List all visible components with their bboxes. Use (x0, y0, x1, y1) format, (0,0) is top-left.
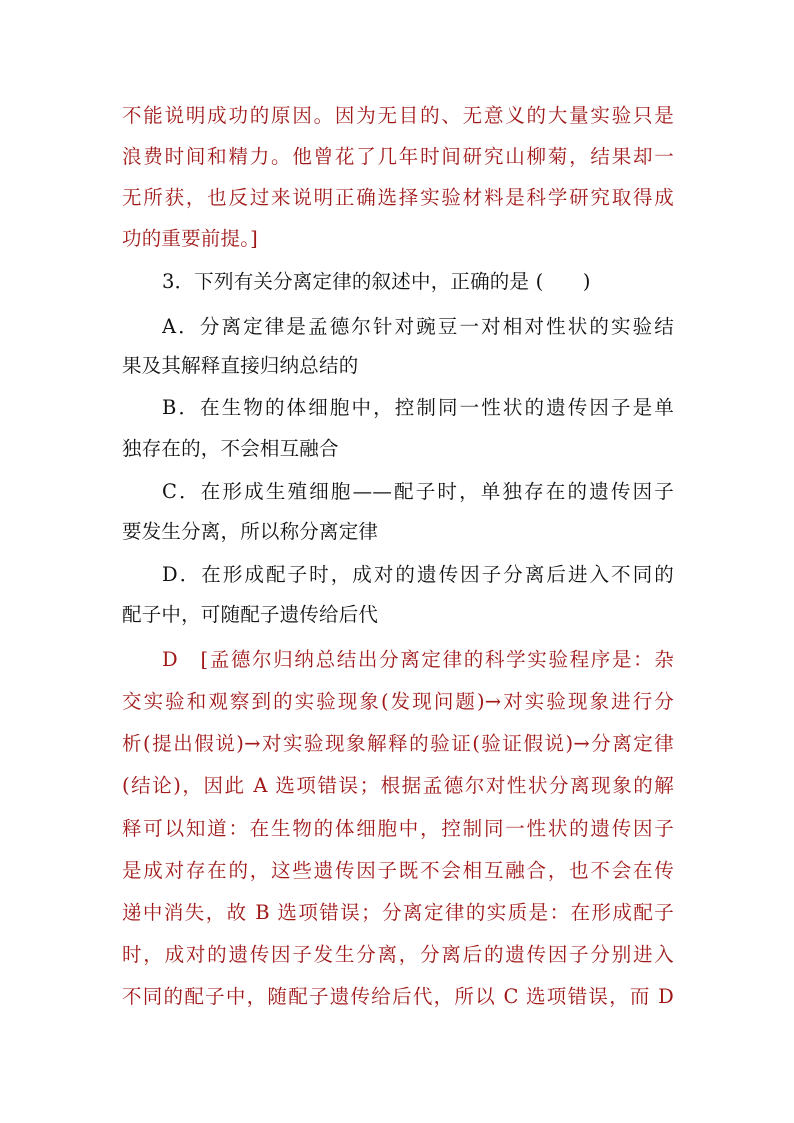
answer-line-2: 交实验和观察到的实验现象(发现问题)→对实验现象进行分 (122, 690, 674, 713)
option-b-line-2: 独存在的，不会相互融合 (122, 437, 339, 460)
option-a-line-1: A．分离定律是孟德尔针对豌豆一对相对性状的实验结 (162, 315, 674, 338)
option-d-line-2: 配子中，可随配子遗传给后代 (122, 603, 379, 626)
analysis-prev-line-1: 不能说明成功的原因。因为无目的、无意义的大量实验只是 (122, 104, 674, 127)
question-stem: 3．下列有关分离定律的叙述中，正确的是 ( ) (162, 270, 591, 293)
option-c-line-2: 要发生分离，所以称分离定律 (122, 520, 379, 543)
analysis-prev-line-2: 浪费时间和精力。他曾花了几年时间研究山柳菊，结果却一 (122, 145, 674, 168)
answer-line-5: 释可以知道：在生物的体细胞中，控制同一性状的遗传因子 (122, 817, 674, 840)
answer-line-8: 时，成对的遗传因子发生分离，分离后的遗传因子分别进入 (122, 943, 674, 966)
answer-line-3: 析(提出假说)→对实验现象解释的验证(验证假说)→分离定律 (122, 732, 674, 755)
option-a-line-2: 果及其解释直接归纳总结的 (122, 354, 359, 377)
option-c-line-1: C．在形成生殖细胞——配子时，单独存在的遗传因子 (162, 480, 674, 503)
answer-line-4: (结论)，因此 A 选项错误；根据孟德尔对性状分离现象的解 (122, 774, 674, 797)
analysis-prev-line-3: 无所获，也反过来说明正确选择实验材料是科学研究取得成 (122, 186, 674, 209)
analysis-prev-line-4: 功的重要前提。] (122, 227, 258, 250)
option-b-line-1: B．在生物的体细胞中，控制同一性状的遗传因子是单 (162, 396, 674, 419)
option-d-line-1: D．在形成配子时，成对的遗传因子分离后进入不同的 (162, 563, 674, 586)
answer-line-6: 是成对存在的，这些遗传因子既不会相互融合，也不会在传 (122, 859, 674, 882)
answer-line-1: D [孟德尔归纳总结出分离定律的科学实验程序是：杂 (162, 648, 674, 671)
answer-line-7: 递中消失，故 B 选项错误；分离定律的实质是：在形成配子 (122, 901, 674, 924)
answer-line-9: 不同的配子中，随配子遗传给后代，所以 C 选项错误，而 D (122, 985, 674, 1008)
